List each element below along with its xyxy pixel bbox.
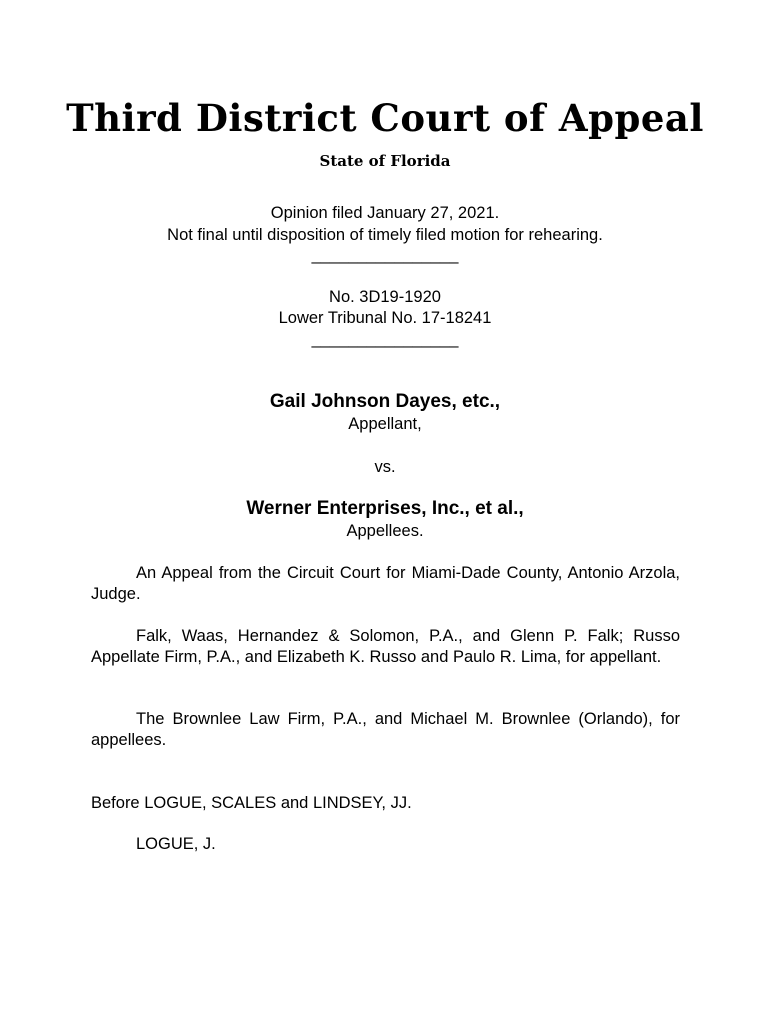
separator-line: ________________ bbox=[311, 330, 459, 348]
appellant-role: Appellant, bbox=[348, 415, 422, 433]
appellee-counsel-paragraph: The Brownlee Law Firm, P.A., and Michael M. Brownlee (Orlando), for appellees. bbox=[91, 710, 680, 749]
rehearing-notice: Not final until disposition of timely filed motion for rehearing. bbox=[167, 226, 603, 244]
court-title: Third District Court of Appeal bbox=[66, 96, 704, 140]
appellant-counsel-paragraph: Falk, Waas, Hernandez & Solomon, P.A., and Glenn P. Falk; Russo Appellate Firm, P.A., and Elizabeth K. Russo and Paulo R. Lima, for appellant. bbox=[91, 627, 680, 666]
court-state: State of Florida bbox=[319, 152, 451, 170]
lower-tribunal-number: Lower Tribunal No. 17-18241 bbox=[278, 309, 492, 327]
appeal-source-paragraph: An Appeal from the Circuit Court for Miami-Dade County, Antonio Arzola, Judge. bbox=[91, 564, 680, 603]
appellee-name: Werner Enterprises, Inc., et al., bbox=[246, 498, 524, 519]
opinion-author: LOGUE, J. bbox=[136, 835, 216, 853]
appellee-role: Appellees. bbox=[346, 522, 424, 540]
case-number: No. 3D19-1920 bbox=[329, 288, 441, 306]
separator-line: ________________ bbox=[311, 246, 459, 264]
appellant-name: Gail Johnson Dayes, etc., bbox=[269, 391, 501, 412]
opinion-filed-date: Opinion filed January 27, 2021. bbox=[270, 204, 500, 222]
versus-label: vs. bbox=[374, 458, 396, 476]
panel-line: Before LOGUE, SCALES and LINDSEY, JJ. bbox=[91, 794, 412, 812]
